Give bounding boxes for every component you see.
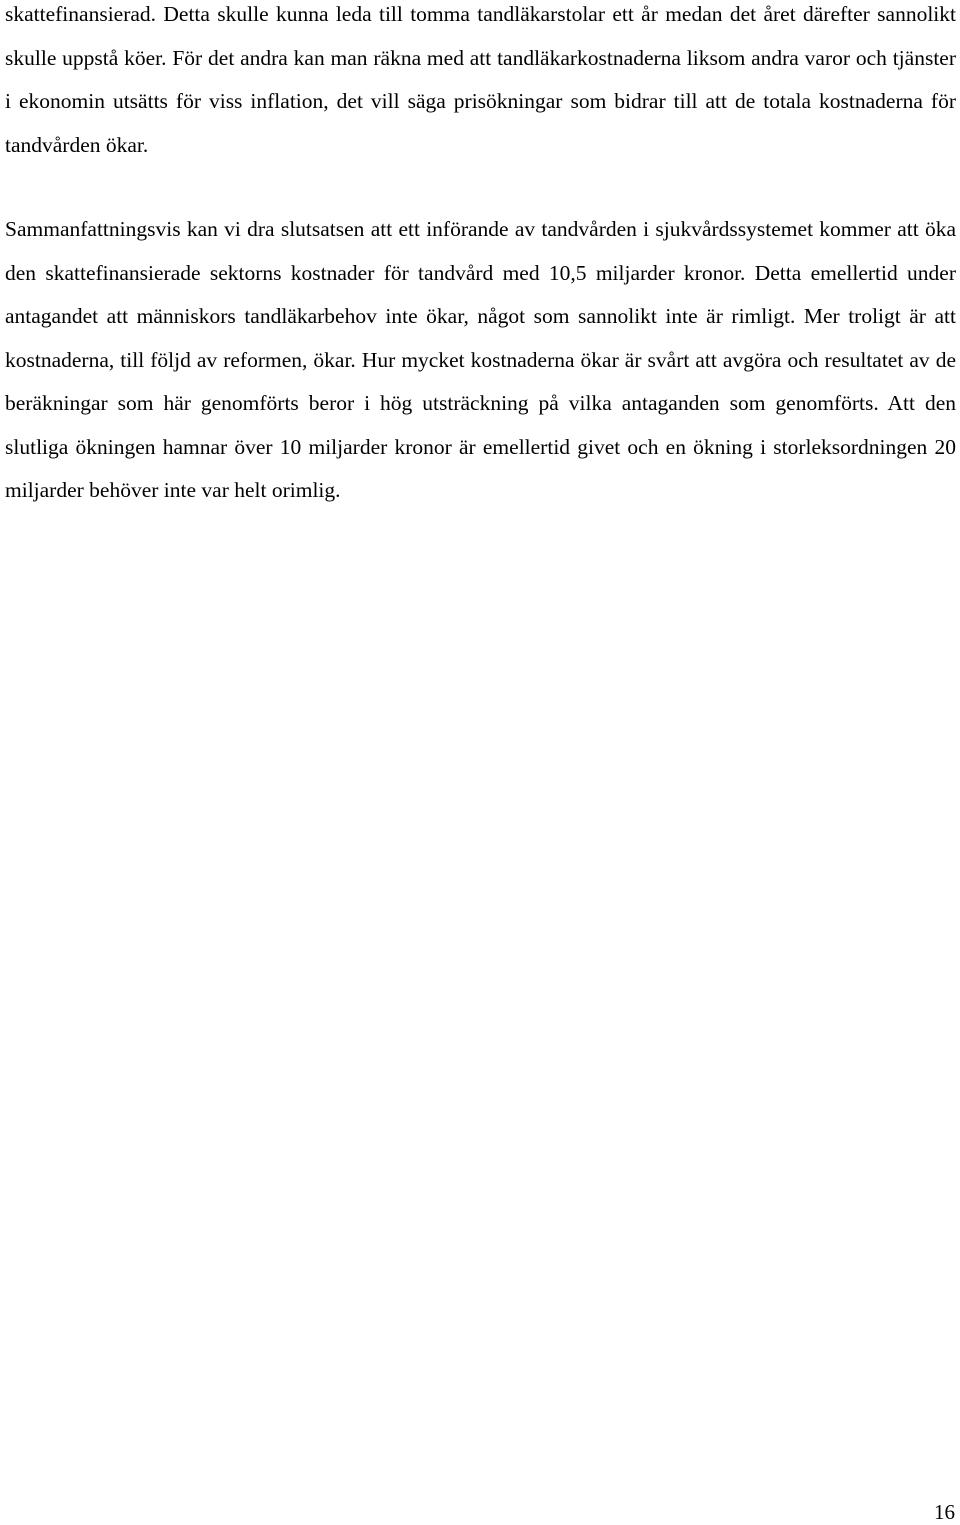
paragraph-continuation: skattefinansierad. Detta skulle kunna leda till tomma tandläkarstolar ett år medan det året därefter sannolikt skulle uppstå köer. För det andra kan man räkna med att tandläkarkostnaderna liksom andra varor och tjänster i ekonomin utsätts för viss inflation, det vill säga prisökningar som bidrar till att de totala kostnaderna för tandvården ökar. — [5, 2, 956, 157]
paragraph-summary: Sammanfattningsvis kan vi dra slutsatsen att ett införande av tandvården i sjukvårdssystemet kommer att öka den skattefinansierade sektorns kostnader för tandvård med 10,5 miljarder kronor. Detta emellertid under antagandet att människors tandläkarbehov inte ökar, något som sannolikt inte är rimligt. Mer troligt är att kostnaderna, till följd av reformen, ökar. Hur mycket kostnaderna ökar är svårt att avgöra och resultatet av de beräkningar som här genomförts beror i hög utsträckning på vilka antaganden som genomförts. Att den slutliga ökningen hamnar över 10 miljarder kronor är emellertid givet och en ökning i storleksordningen 20 miljarder behöver inte var helt orimlig. — [5, 217, 956, 502]
page-number: 16 — [934, 1500, 955, 1524]
